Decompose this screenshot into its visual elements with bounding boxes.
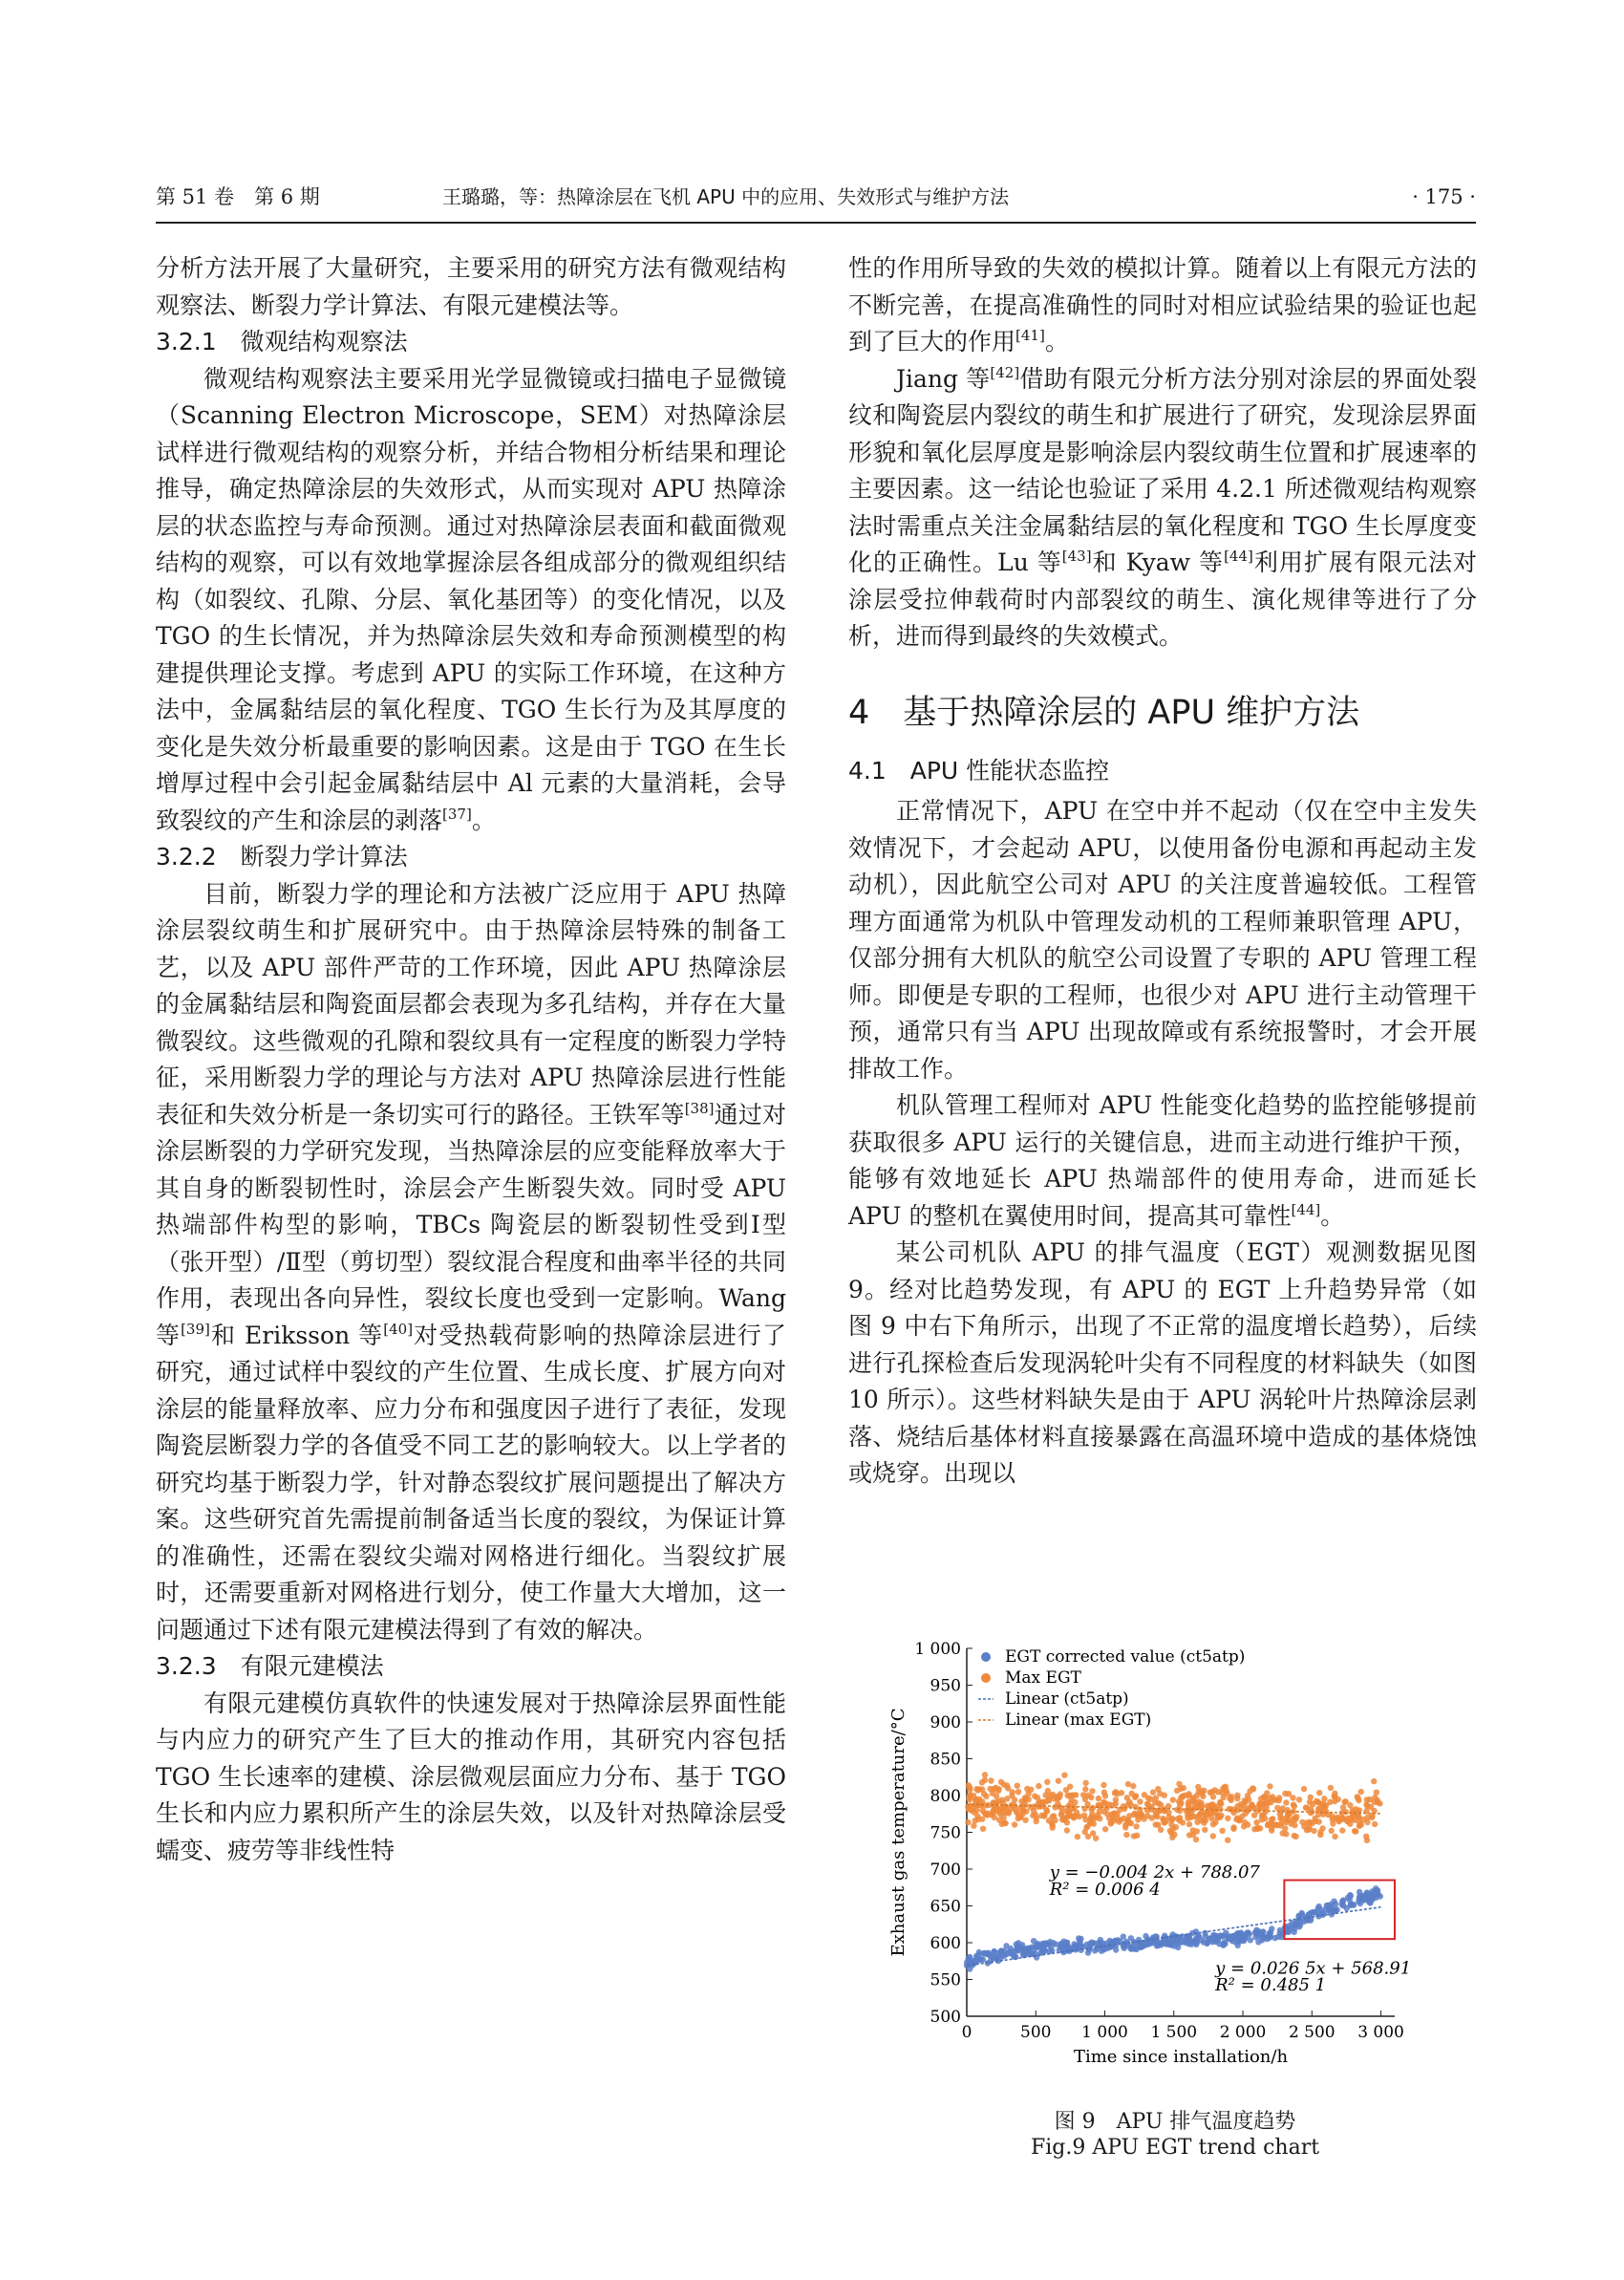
max-egt-point: [967, 1785, 972, 1791]
max-egt-point: [1083, 1780, 1089, 1786]
legend-label: Linear (max EGT): [1005, 1710, 1152, 1730]
citation[interactable]: [44]: [1291, 1200, 1321, 1218]
max-egt-point: [1278, 1820, 1284, 1826]
max-egt-point: [1017, 1814, 1023, 1819]
max-egt-point: [1218, 1801, 1224, 1807]
egt-corrected-point: [1201, 1939, 1207, 1945]
regression-r2: R² = 0.006 4: [1049, 1879, 1161, 1900]
max-egt-point: [1186, 1821, 1192, 1827]
max-egt-point: [1196, 1801, 1202, 1807]
max-egt-point: [1114, 1811, 1120, 1817]
max-egt-point: [1015, 1789, 1021, 1795]
figure-9: [879, 1639, 1471, 2183]
max-egt-point: [1148, 1806, 1154, 1812]
max-egt-point: [1095, 1812, 1100, 1818]
max-egt-point: [1132, 1795, 1138, 1800]
x-tick-label: 1 500: [1150, 2023, 1198, 2042]
max-egt-point: [1267, 1796, 1272, 1801]
egt-corrected-point: [1071, 1941, 1077, 1947]
paragraph: 有限元建模仿真软件的快速发展对于热障涂层界面性能与内应力的研究产生了巨大的推动作用，其研究内容包括 TGO 生长速率的建模、涂层微观层面应力分布、基于 TGO 生长和内应力累积所产生的涂层失效，以及针对热障涂层受蠕变、疲劳等非线性特: [156, 1688, 786, 1864]
max-egt-point: [1034, 1818, 1039, 1824]
max-egt-point: [1185, 1812, 1190, 1818]
max-egt-point: [1005, 1785, 1011, 1791]
max-egt-point: [1364, 1838, 1370, 1843]
max-egt-point: [1063, 1787, 1069, 1793]
max-egt-point: [1174, 1788, 1180, 1794]
max-egt-point: [973, 1807, 979, 1813]
max-egt-point: [1000, 1815, 1006, 1820]
max-egt-point: [1253, 1819, 1259, 1825]
max-egt-point: [1158, 1827, 1164, 1833]
max-egt-point: [1061, 1773, 1067, 1778]
max-egt-point: [1142, 1792, 1147, 1797]
max-egt-point: [1064, 1827, 1070, 1833]
y-tick-label: 900: [930, 1713, 961, 1732]
egt-corrected-point: [1031, 1938, 1036, 1944]
egt-corrected-point: [1247, 1931, 1252, 1937]
max-egt-point: [1317, 1806, 1323, 1812]
max-egt-point: [1100, 1782, 1106, 1788]
max-egt-point: [1186, 1801, 1191, 1807]
max-egt-point: [1332, 1798, 1337, 1804]
max-egt-point: [1044, 1779, 1050, 1785]
max-egt-point: [1210, 1802, 1216, 1808]
citation[interactable]: [41]: [1015, 327, 1045, 344]
max-egt-point: [1028, 1804, 1034, 1810]
max-egt-point: [1124, 1818, 1130, 1824]
egt-trend-chart: [879, 1639, 1471, 2097]
section-heading-3-2-3: 3.2.3 有限元建模法: [156, 1652, 384, 1680]
left-column: [156, 250, 786, 1869]
max-egt-point: [1082, 1829, 1088, 1835]
y-tick-label: 600: [930, 1934, 961, 1953]
max-egt-point: [1170, 1796, 1176, 1802]
regression-equation: y = −0.004 2x + 788.07: [1049, 1862, 1260, 1883]
egt-corrected-point: [1253, 1927, 1259, 1933]
egt-corrected-point: [980, 1956, 986, 1962]
max-egt-point: [1075, 1834, 1080, 1839]
max-egt-point: [1190, 1832, 1196, 1838]
max-egt-point: [1234, 1815, 1240, 1820]
y-tick-label: 800: [930, 1787, 961, 1806]
citation[interactable]: [42]: [990, 363, 1020, 381]
egt-corrected-point: [1350, 1902, 1356, 1907]
max-egt-point: [1125, 1781, 1131, 1787]
max-egt-point: [965, 1819, 971, 1825]
egt-corrected-point: [1230, 1933, 1236, 1939]
max-egt-point: [1200, 1794, 1206, 1799]
max-egt-point: [1210, 1833, 1216, 1839]
egt-corrected-point: [1030, 1945, 1036, 1950]
max-egt-point: [1068, 1813, 1074, 1818]
legend-marker: [981, 1652, 991, 1662]
max-egt-point: [966, 1795, 972, 1800]
max-egt-point: [1274, 1805, 1280, 1811]
max-egt-point: [1364, 1803, 1370, 1809]
max-egt-point: [1272, 1796, 1278, 1802]
max-egt-point: [1285, 1813, 1291, 1818]
max-egt-point: [1357, 1823, 1362, 1829]
section-heading-4-1: 4.1 APU 性能状态监控: [848, 756, 1110, 785]
egt-corrected-point: [1077, 1940, 1082, 1946]
max-egt-point: [1015, 1783, 1020, 1789]
y-tick-label: 650: [930, 1897, 961, 1917]
regression-r2: R² = 0.485 1: [1215, 1975, 1327, 1996]
paragraph: Jiang 等[42]借助有限元分析方法分别对涂层的界面处裂纹和陶瓷层内裂纹的萌生和扩展进行了研究，发现涂层界面形貌和氧化层厚度是影响涂层内裂纹萌生位置和扩展速率的主要因素。这一结论也验证了采用 4.2.1 所述微观结构观察法时需重点关注金属黏结层的氧化程度和 TGO 生长厚度变化的正确性。Lu 等[43]和 Kyaw 等[44]利用扩展有限元法对涂层受拉伸载荷时内部裂纹的萌生、演化规律等进行了分析，进而得到最终的失效模式。: [848, 363, 1477, 650]
egt-corrected-point: [1058, 1945, 1063, 1950]
max-egt-point: [1211, 1810, 1217, 1816]
max-egt-point: [1321, 1796, 1327, 1801]
max-egt-point: [1242, 1797, 1248, 1803]
max-egt-point: [980, 1826, 986, 1832]
max-egt-point: [1202, 1827, 1207, 1833]
x-tick-label: 2 000: [1219, 2023, 1267, 2042]
egt-corrected-point: [1192, 1940, 1198, 1946]
max-egt-point: [1012, 1821, 1017, 1827]
paragraph: 目前，断裂力学的理论和方法被广泛应用于 APU 热障涂层裂纹萌生和扩展研究中。由于热障涂层特殊的制备工艺，以及 APU 部件严苛的工作环境，因此 APU 热障涂层的金属黏结层和陶瓷面层都会表现为多孔结构，并存在大量微裂纹。这些微观的孔隙和裂纹具有一定程度的断裂力学特征，采用断裂力学的理论与方法对 APU 热障涂层进行性能表征和失效分析是一条切实可行的路径。王铁军等[38]通过对涂层断裂的力学研究发现，当热障涂层的应变能释放率大于其自身的断裂韧性时，涂层会产生断裂失效。同时受 APU 热端部件构型的影响，TBCs 陶瓷层的断裂韧性受到Ⅰ型（张开型）/Ⅱ型（剪切型）裂纹混合程度和曲率半径的共同作用，表现出各向异性，裂纹长度也受到一定影响。Wang 等[39]和 Eriksson 等[40]对受热载荷影响的热障涂层进行了研究，通过试样中裂纹的产生位置、生成长度、扩展方向对涂层的能量释放率、应力分布和强度因子进行了表征，发现陶瓷层断裂力学的各值受不同工艺的影响较大。以上学者的研究均基于断裂力学，针对静态裂纹扩展问题提出了解决方案。这些研究首先需提前制备适当长度的裂纹，为保证计算的准确性，还需在裂纹尖端对网格进行细化。当裂纹扩展时，还需要重新对网格进行划分，使工作量大大增加，这一问题通过下述有限元建模法得到了有效的解决。: [156, 879, 786, 1644]
max-egt-point: [1061, 1817, 1067, 1822]
egt-corrected-point: [1171, 1943, 1177, 1948]
max-egt-point: [1230, 1826, 1236, 1832]
max-egt-point: [1301, 1786, 1307, 1792]
max-egt-point: [1342, 1799, 1348, 1805]
max-egt-point: [1022, 1802, 1028, 1808]
max-egt-point: [1106, 1801, 1112, 1807]
egt-corrected-point: [1328, 1902, 1334, 1907]
max-egt-point: [1176, 1781, 1182, 1787]
max-egt-point: [1096, 1796, 1101, 1801]
y-tick-label: 1 000: [914, 1640, 961, 1659]
max-egt-point: [1299, 1819, 1305, 1825]
max-egt-point: [1056, 1778, 1061, 1784]
max-egt-point: [1224, 1791, 1229, 1796]
x-tick-label: 3 000: [1357, 2023, 1404, 2042]
max-egt-point: [1169, 1835, 1175, 1840]
max-egt-point: [1050, 1825, 1056, 1831]
x-tick-label: 0: [961, 2023, 972, 2042]
max-egt-point: [988, 1777, 994, 1783]
max-egt-point: [1009, 1805, 1015, 1811]
x-tick-label: 2 500: [1288, 2023, 1336, 2042]
figure-caption-en: Fig.9 APU EGT trend chart: [1030, 2136, 1320, 2160]
max-egt-point: [1347, 1821, 1353, 1827]
paragraph: 机队管理工程师对 APU 性能变化趋势的监控能够提前获取很多 APU 运行的关键信息，进而主动进行维护干预，能够有效地延长 APU 热端部件的使用寿命，进而延长 APU 的整机在翼使用时间，提高其可靠性[44]。: [848, 1091, 1477, 1230]
max-egt-point: [1355, 1794, 1360, 1799]
running-title: 王璐璐，等：热障涂层在飞机 APU 中的应用、失效形式与维护方法: [442, 185, 1010, 208]
citation[interactable]: [38]: [684, 1099, 715, 1117]
max-egt-point: [1089, 1788, 1095, 1794]
max-egt-point: [1267, 1783, 1272, 1789]
page-number: · 175 ·: [1412, 185, 1476, 208]
max-egt-point: [983, 1812, 989, 1818]
max-egt-point: [1123, 1832, 1129, 1838]
egt-corrected-point: [1210, 1932, 1216, 1938]
max-egt-point: [1173, 1824, 1179, 1830]
max-egt-point: [1282, 1791, 1288, 1796]
max-egt-point: [967, 1804, 972, 1810]
max-egt-point: [1041, 1812, 1047, 1818]
max-egt-point: [1126, 1813, 1132, 1818]
max-egt-point: [1089, 1811, 1095, 1817]
max-egt-point: [1343, 1809, 1349, 1815]
y-tick-label: 950: [930, 1676, 961, 1696]
max-egt-point: [1371, 1778, 1377, 1784]
egt-corrected-point: [1340, 1897, 1346, 1903]
citation[interactable]: [40]: [383, 1320, 414, 1338]
legend-label: Max EGT: [1005, 1668, 1081, 1688]
max-egt-point: [1242, 1819, 1248, 1825]
max-egt-point: [1254, 1825, 1260, 1831]
max-egt-point: [1082, 1786, 1088, 1792]
max-egt-point: [1352, 1828, 1357, 1834]
citation[interactable]: [39]: [181, 1320, 210, 1338]
paragraph: 分析方法开展了大量研究，主要采用的研究方法有微观结构观察法、断裂力学计算法、有限元建模法等。: [156, 254, 786, 319]
egt-corrected-point: [1039, 1941, 1045, 1947]
max-egt-point: [1022, 1795, 1028, 1800]
max-egt-point: [981, 1791, 987, 1796]
max-egt-point: [1090, 1805, 1096, 1811]
max-egt-point: [1112, 1790, 1118, 1796]
max-egt-point: [1177, 1815, 1183, 1820]
max-egt-point: [1137, 1798, 1143, 1804]
egt-corrected-point: [1366, 1900, 1372, 1905]
right-column: [848, 250, 1477, 1493]
max-egt-point: [1377, 1800, 1382, 1806]
egt-corrected-point: [1238, 1930, 1244, 1936]
max-egt-point: [1068, 1796, 1074, 1802]
max-egt-point: [1203, 1818, 1208, 1823]
egt-corrected-point: [998, 1948, 1004, 1954]
regression-equation: y = 0.026 5x + 568.91: [1215, 1958, 1412, 1979]
section-heading-3-2-1: 3.2.1 微观结构观察法: [156, 328, 408, 355]
max-egt-point: [1032, 1793, 1037, 1798]
max-egt-point: [1269, 1827, 1274, 1833]
max-egt-point: [1024, 1786, 1030, 1792]
legend-marker: [981, 1673, 991, 1683]
max-egt-point: [1316, 1790, 1322, 1796]
max-egt-point: [1108, 1819, 1114, 1825]
max-egt-point: [1293, 1834, 1298, 1839]
max-egt-point: [1296, 1796, 1302, 1802]
max-egt-point: [1077, 1814, 1082, 1819]
max-egt-point: [982, 1772, 988, 1777]
egt-corrected-point: [967, 1966, 972, 1971]
egt-corrected-point: [1261, 1934, 1267, 1940]
max-egt-point: [1102, 1826, 1108, 1832]
x-axis-label: Time since installation/h: [1073, 2047, 1289, 2067]
paragraph: 某公司机队 APU 的排气温度（EGT）观测数据见图 9。经对比趋势发现，有 APU 的 EGT 上升趋势异常（如图 9 中右下角所示，出现了不正常的温度增长趋势），后续进行孔探检查后发现涡轮叶尖有不同程度的材料缺失（如图 10 所示）。这些材料缺失是由于 APU 涡轮叶片热障涂层剥落、烧结后基体材料直接暴露在高温环境中造成的基体烧蚀或烧穿。出现以: [848, 1238, 1477, 1487]
max-egt-point: [1073, 1792, 1079, 1797]
max-egt-point: [1090, 1830, 1096, 1836]
max-egt-point: [991, 1786, 996, 1792]
max-egt-point: [1340, 1817, 1346, 1822]
y-axis-label: Exhaust gas temperature/°C: [888, 1708, 908, 1957]
egt-corrected-point: [1087, 1941, 1093, 1947]
max-egt-point: [1134, 1833, 1140, 1839]
max-egt-point: [1332, 1791, 1337, 1796]
x-tick-label: 500: [1020, 2023, 1052, 2042]
egt-corrected-point: [1316, 1904, 1322, 1909]
max-egt-point: [1314, 1798, 1320, 1804]
max-egt-point: [1367, 1796, 1373, 1802]
max-egt-point: [1283, 1799, 1289, 1805]
max-egt-point: [975, 1787, 981, 1793]
x-tick-label: 1 000: [1081, 2023, 1128, 2042]
section-heading-3-2-2: 3.2.2 断裂力学计算法: [156, 843, 408, 871]
max-egt-point: [1308, 1795, 1314, 1800]
max-egt-point: [1304, 1805, 1310, 1811]
max-egt-point: [979, 1779, 985, 1785]
max-egt-point: [1317, 1832, 1323, 1838]
max-egt-point: [1125, 1801, 1131, 1807]
paragraph: 正常情况下，APU 在空中并不起动（仅在空中主发失效情况下，才会起动 APU，以使用备份电源和再起动主发动机），因此航空公司对 APU 的关注度普遍较低。工程管理方面通常为机队中管理发动机的工程师兼职管理 APU，仅部分拥有大机队的航空公司设置了专职的 APU 管理工程师。即便是专职的工程师，也很少对 APU 进行主动管理干预，通常只有当 APU 出现故障或有系统报警时，才会开展排故工作。: [848, 797, 1477, 1083]
egt-corrected-point: [1177, 1940, 1183, 1946]
egt-corrected-point: [1357, 1895, 1362, 1901]
egt-corrected-point: [1050, 1940, 1056, 1946]
max-egt-point: [1020, 1807, 1026, 1813]
max-egt-point: [1088, 1795, 1094, 1800]
y-tick-label: 700: [930, 1861, 961, 1880]
y-tick-label: 850: [930, 1750, 961, 1770]
y-tick-label: 550: [930, 1970, 961, 1990]
y-tick-label: 500: [930, 2008, 961, 2027]
max-egt-point: [1372, 1821, 1378, 1827]
max-egt-point: [1162, 1819, 1167, 1825]
max-egt-point: [1306, 1824, 1312, 1830]
max-egt-point: [1229, 1806, 1234, 1812]
max-egt-point: [1243, 1811, 1249, 1817]
y-tick-label: 750: [930, 1823, 961, 1843]
max-egt-point: [1330, 1817, 1336, 1822]
max-egt-point: [1225, 1838, 1230, 1843]
egt-corrected-point: [1099, 1948, 1104, 1954]
max-egt-point: [1212, 1787, 1218, 1793]
running-header: [156, 182, 1476, 224]
paragraph: 性的作用所导致的失效的模拟计算。随着以上有限元方法的不断完善，在提高准确性的同时对相应试验结果的验证也起到了巨大的作用[41]。: [848, 254, 1477, 355]
egt-corrected-point: [1015, 1944, 1020, 1949]
max-egt-point: [1360, 1817, 1366, 1822]
max-egt-point: [1004, 1796, 1010, 1801]
max-egt-point: [1133, 1823, 1139, 1829]
max-egt-point: [1194, 1819, 1200, 1825]
max-egt-point: [1201, 1788, 1207, 1794]
max-egt-point: [1113, 1800, 1119, 1806]
max-egt-point: [1150, 1789, 1156, 1795]
max-egt-point: [1292, 1803, 1297, 1809]
egt-corrected-point: [991, 1949, 996, 1955]
egt-corrected-point: [1357, 1889, 1362, 1895]
max-egt-point: [1080, 1792, 1086, 1797]
egt-corrected-point: [1285, 1928, 1291, 1934]
citation[interactable]: [44]: [1224, 548, 1253, 565]
max-egt-point: [1119, 1790, 1124, 1796]
max-egt-point: [1283, 1831, 1289, 1837]
max-egt-point: [1051, 1813, 1057, 1818]
max-egt-point: [1319, 1825, 1325, 1831]
max-egt-point: [1332, 1834, 1337, 1839]
section-heading-4: 4 基于热障涂层的 APU 维护方法: [848, 693, 1360, 732]
max-egt-point: [1293, 1814, 1299, 1819]
max-egt-point: [1001, 1820, 1007, 1826]
figure-caption-cn: 图 9 APU 排气温度趋势: [1054, 2110, 1296, 2134]
max-egt-point: [1158, 1802, 1164, 1808]
max-egt-point: [1030, 1813, 1036, 1818]
max-egt-point: [1147, 1796, 1153, 1802]
max-egt-point: [1234, 1796, 1240, 1801]
max-egt-point: [1316, 1818, 1322, 1824]
max-egt-point: [1179, 1794, 1185, 1799]
egt-corrected-point: [1372, 1892, 1378, 1898]
max-egt-point: [1259, 1805, 1265, 1811]
citation[interactable]: [37]: [442, 805, 472, 823]
egt-corrected-point: [1347, 1892, 1353, 1898]
legend-label: Linear (ct5atp): [1005, 1689, 1129, 1709]
max-egt-point: [1050, 1792, 1056, 1797]
egt-corrected-point: [976, 1949, 982, 1955]
legend-label: EGT corrected value (ct5atp): [1005, 1647, 1246, 1667]
max-egt-point: [1358, 1789, 1364, 1795]
max-egt-point: [1270, 1816, 1275, 1821]
egt-corrected-point: [1327, 1906, 1333, 1912]
max-egt-point: [1052, 1804, 1058, 1810]
max-egt-point: [1169, 1816, 1175, 1821]
max-egt-point: [972, 1818, 978, 1823]
egt-corrected-point: [1218, 1932, 1224, 1938]
max-egt-point: [1339, 1827, 1345, 1833]
max-egt-point: [1219, 1828, 1225, 1834]
volume-issue: 第 51 卷 第 6 期: [156, 185, 320, 208]
max-egt-point: [1194, 1793, 1200, 1798]
egt-corrected-point: [1220, 1943, 1226, 1948]
max-egt-point: [1104, 1811, 1110, 1817]
max-egt-point: [1229, 1797, 1234, 1803]
max-egt-point: [1101, 1790, 1107, 1796]
max-egt-point: [1262, 1795, 1268, 1800]
max-egt-point: [971, 1823, 976, 1829]
egt-corrected-point: [1121, 1944, 1126, 1949]
max-egt-point: [1225, 1816, 1230, 1821]
paragraph: 微观结构观察法主要采用光学显微镜或扫描电子显微镜（Scanning Electron Microscope，SEM）对热障涂层试样进行微观结构的观察分析，并结合物相分析结果和理论推导，确定热障涂层的失效形式，从而实现对 APU 热障涂层的状态监控与寿命预测。通过对热障涂层表面和截面微观结构的观察，可以有效地掌握涂层各组成部分的微观组织结构（如裂纹、孔隙、分层、氧化基团等）的变化情况，以及 TGO 的生长情况，并为热障涂层失效和寿命预测模型的构建提供理论支撑。考虑到 APU 的实际工作环境，在这种方法中，金属黏结层的氧化程度、TGO 生长行为及其厚度的变化是失效分析最重要的影响因素。这是由于 TGO 在生长增厚过程中会引起金属黏结层中 Al 元素的大量消耗，会导致裂纹的产生和涂层的剥落[37]。: [156, 364, 786, 834]
egt-corrected-point: [1008, 1946, 1014, 1951]
citation[interactable]: [43]: [1061, 548, 1092, 565]
max-egt-point: [1374, 1790, 1379, 1796]
max-egt-point: [1036, 1783, 1041, 1789]
max-egt-point: [1328, 1785, 1334, 1791]
egt-corrected-point: [1260, 1928, 1266, 1934]
max-egt-point: [1135, 1813, 1141, 1818]
max-egt-point: [1329, 1828, 1335, 1834]
egt-corrected-point: [1248, 1937, 1253, 1943]
egt-corrected-point: [1232, 1939, 1238, 1945]
egt-corrected-point: [970, 1957, 975, 1963]
max-egt-point: [1157, 1791, 1163, 1796]
max-egt-point: [1046, 1818, 1052, 1823]
